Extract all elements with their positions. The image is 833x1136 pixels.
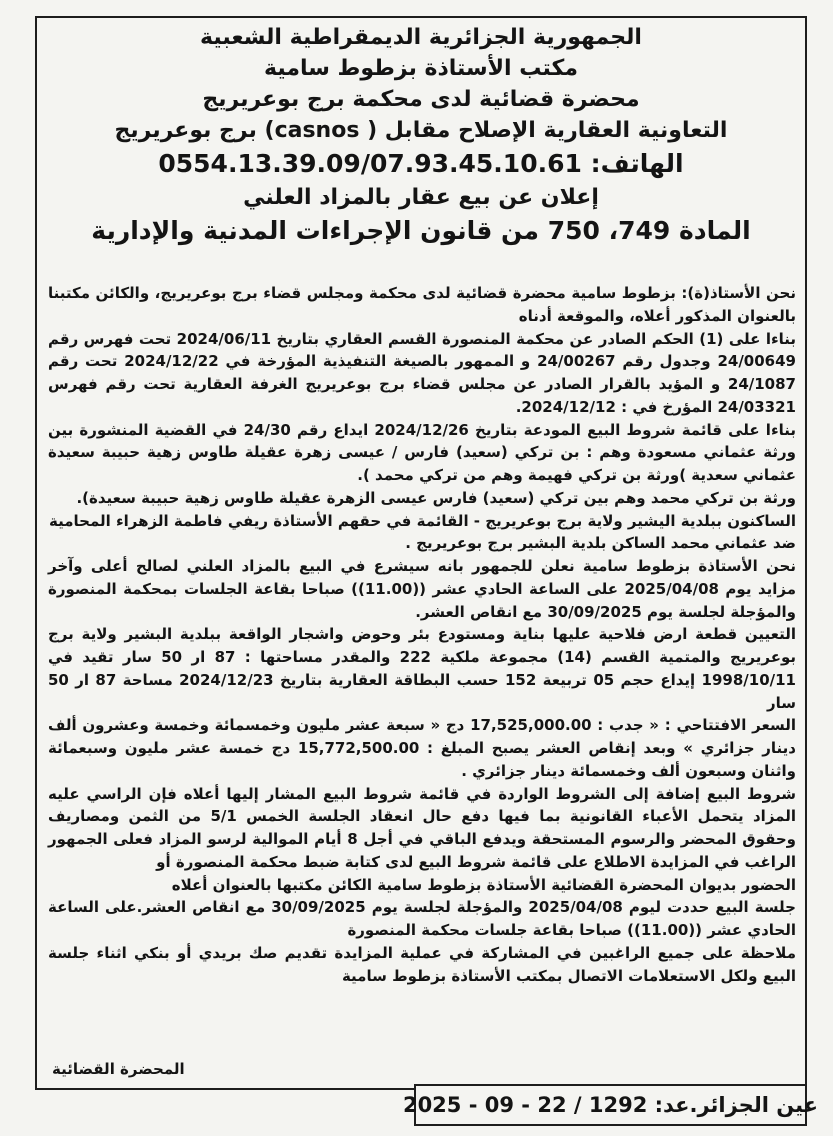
paragraph-property: التعيين قطعة ارض فلاحية عليها بناية ومستودع بئر وحوض واشجار الواقعة ببلدية البشير ولاية برج بوعريريج والمتمية القسم (14) مجموعة ملكية 222 والمقدر مساحتها : 87 ار 50 سار تقيد في 1998/10/11 إيداع حجم 05 تربيعة 152 حسب البطاقة العقارية بتاريخ 2024/12/23 مساحة 87 ار 50 سار bbox=[48, 625, 796, 712]
announcement-header bbox=[40, 22, 802, 249]
paragraph-note: ملاحظة على جميع الراغبين في المشاركة في عملية المزايدة تقديم صك بريدي أو بنكي اثناء جلسة البيع ولكل الاستعلامات الاتصال بمكتب الأستاذة بزطوط سامية bbox=[48, 943, 796, 985]
office-address: التعاونية العقارية الإصلاح مقابل ( casnos) برج بوعريريج bbox=[114, 118, 728, 143]
paragraph-intro: نحن الأستاذ(ة): بزطوط سامية محضرة قضائية لدى محكمة ومجلس قضاء برج بوعريريج، والكائن مكتبنا بالعنوان المذكور أعلاه، والموقعة أدناه bbox=[48, 284, 796, 325]
office-name: مكتب الأستاذة بزطوط سامية bbox=[264, 56, 578, 81]
paragraph-heirs: ورثة بن تركي محمد وهم بين تركي (سعيد) فارس عيسى الزهرة عقيلة طاوس زهية حبيبة سعيدة). bbox=[76, 488, 796, 507]
paragraph-judgment: بناءا على (1) الحكم الصادر عن محكمة المنصورة القسم العقاري بتاريخ 2024/06/11 تحت فهرس رقم 24/00649 وجدول رقم 24/00267 و الممهور بالصيغة التنفيذية المؤرخة في 2024/12/22 تحت رقم 24/1087 و المؤيد بالقرار الصادر عن مجلس قضاء برج بوعريريج الغرفة العقارية تحت رقم فهرس 24/03321 المؤرخ في : 2024/12/12. bbox=[48, 329, 797, 416]
reference-text: عين الجزائر.عد: 1292 / 22 - 09 - 2025 bbox=[402, 1093, 819, 1117]
paragraph-session: جلسة البيع حددت ليوم 2025/04/08 والمؤجلة لجلسة يوم 30/09/2025 مع انقاص العشر.على الساعة الحادي عشر ((11.00)) صباحا بقاعة جلسات محكمة المنصورة bbox=[48, 898, 796, 939]
paragraph-attendance: الحضور بديوان المحضرة القضائية الأستاذة بزطوط سامية الكائن مكتبها بالعنوان أعلاه bbox=[171, 875, 796, 894]
bailiff-court: محضرة قضائية لدى محكمة برج بوعريريج bbox=[202, 87, 640, 112]
signature: المحضرة القضائية bbox=[52, 1060, 185, 1078]
announcement-title: إعلان عن بيع عقار بالمزاد العلني bbox=[243, 185, 599, 210]
phone-line: الهاتف: 0554.13.39.09/07.93.45.10.61 bbox=[158, 149, 684, 178]
legal-articles: المادة 749، 750 من قانون الإجراءات المدنية والإدارية bbox=[91, 216, 751, 245]
paragraph-sale-conditions: بناءا على قائمة شروط البيع المودعة بتاريخ 2024/12/26 ايداع رقم 24/30 في القضية المنشورة بين ورثة عثماني مسعودة وهم : بن تركي (سعيد) فارس / عيسى زهرة عقيلة طاوس زهية حبيبة سعيدة عثماني سعدية )ورثة بن تركي فهيمة وهم من تركي محمد ). bbox=[48, 420, 797, 484]
publication-reference bbox=[402, 1084, 819, 1126]
paragraph-terms: شروط البيع إضافة إلى الشروط الواردة في قائمة شروط البيع المشار إليها أعلاه فإن الراسي عليه المزاد يتحمل الأعباء القانونية بما فيها دفع حال انعقاد الجلسة الخمس 5/1 من الثمن ومصاريف وحقوق المحضر والرسوم المستحقة ويدفع الباقي في أجل 8 أيام الموالية لرسو المزاد فعلى الجمهور الراغب في المزايدة الاطلاع على قائمة شروط البيع لدى كتابة ضبط محكمة المنصورة أو bbox=[48, 784, 797, 871]
paragraph-residents: الساكنون ببلدية اليشير ولاية برج بوعريريج - القائمة في حقهم الأستاذة ريفي فاطمة الزهراء المحامية bbox=[49, 511, 796, 530]
paragraph-auction-notice: نحن الأستاذة بزطوط سامية نعلن للجمهور بانه سيشرع في البيع بالمزاد العلني لصالح أعلى وآخر مزايد يوم 2025/04/08 على الساعة الحادي عشر ((11.00)) صباحا بقاعة الجلسات بمحكمة المنصورة والمؤجلة لجلسة يوم 30/09/2025 مع انقاص العشر. bbox=[48, 557, 796, 621]
paragraph-opening-price: السعر الافتتاحي : « جدب : 17,525,000.00 دج « سبعة عشر مليون وخمسمائة وخمسة وعشرون ألف دينار جزائري » وبعد إنقاص العشر يصبح المبلغ : 15,772,500.00 دج خمسة عشر مليون وسبعمائة واثنان وسبعون ألف وخمسمائة دينار جزائري . bbox=[48, 716, 797, 780]
republic-line: الجمهورية الجزائرية الديمقراطية الشعبية bbox=[200, 25, 642, 50]
announcement-body bbox=[48, 282, 796, 987]
paragraph-against: ضد عثماني محمد الساكن بلدية البشير برج بوعريريج . bbox=[405, 534, 796, 553]
